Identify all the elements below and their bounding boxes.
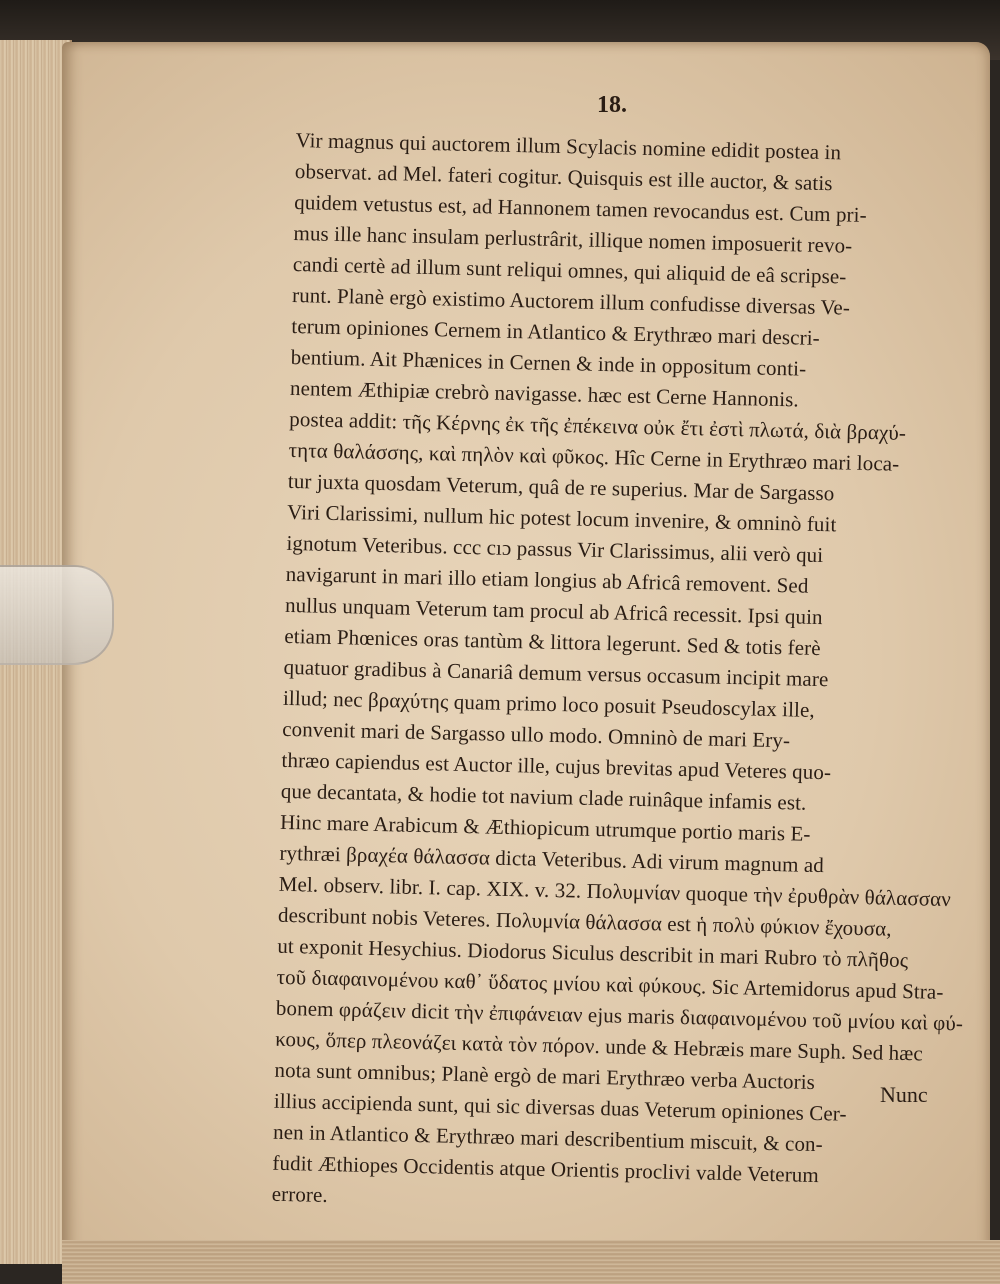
text-line: navigarunt in mari illo etiam longius ab Africâ removent. Sed	[285, 561, 809, 598]
text-line: bentium. Ait Phænices in Cernen & inde in oppositum conti-	[290, 344, 807, 381]
text-line: Mel. observ. libr. I. cap. XIX. v. 32. Πολυμνίαν quoque τὴν ἐρυθρὰν θάλασσαν	[278, 871, 952, 912]
text-line: ut exponit Hesychius. Diodorus Siculus describit in mari Rubro τὸ πλῆθος	[277, 933, 909, 973]
text-line: tur juxta quosdam Veterum, quâ de re superius. Mar de Sargasso	[287, 468, 835, 506]
text-line: etiam Phœnices oras tantùm & littora legerunt. Sed & totis ferè	[284, 623, 821, 661]
text-line: Vir magnus qui auctorem illum Scylacis nomine edidit postea in	[295, 127, 842, 165]
text-line: τοῦ διαφαινομένου καθ᾽ ὕδατος μνίου καὶ φύκους. Sic Artemidorus apud Stra-	[276, 964, 944, 1004]
text-line: illud; nec βραχύτης quam primo loco posuit Pseudoscylax ille,	[282, 685, 816, 722]
page-bottom-edge	[62, 1240, 1000, 1284]
text-line: convenit mari de Sargasso ullo modo. Omninò de mari Ery-	[282, 716, 791, 753]
text-line: terum opiniones Cernem in Atlantico & Erythræo mari descri-	[291, 313, 821, 350]
text-line: illius accipienda sunt, qui sic diversas duas Veterum opiniones Cer-	[273, 1088, 847, 1126]
text-line: describunt nobis Veteres. Πολυμνία θάλασσα est ἡ πολὺ φύκιον ἔχουσα,	[277, 902, 892, 941]
text-line: mus ille hanc insulam perlustrârit, illique nomen imposuerit revo-	[293, 220, 853, 258]
text-line: thræo capiendus est Auctor ille, cujus brevitas apud Veteres quo-	[281, 747, 832, 785]
text-line: nentem Æthipiæ crebrò navigasse. hæc est Cerne Hannonis.	[289, 375, 800, 412]
text-line: runt. Planè ergò existimo Auctorem illum confudisse diversas Ve-	[291, 282, 851, 320]
text-line: errore.	[271, 1181, 329, 1207]
text-line: rythræi βραχέα θάλασσα dicta Veteribus. Adi virum magnum ad	[279, 840, 825, 878]
text-line: fudit Æthiopes Occidentis atque Orientis proclivi valde Veterum	[272, 1150, 820, 1188]
text-line: quidem vetustus est, ad Hannonem tamen revocandus est. Cum pri-	[293, 189, 867, 227]
text-line: nota sunt omnibus; Planè ergò de mari Erythræo verba Auctoris	[274, 1057, 816, 1095]
text-line: ignotum Veteribus. ccc cıɔ passus Vir Clarissimus, alii verò qui	[286, 530, 824, 568]
text-line: que decantata, & hodie tot navium clade ruinâque infamis est.	[280, 778, 807, 815]
text-line: bonem φράζειν dicit τὴν ἐπιφάνειαν ejus maris διαφαινομένου τοῦ μνίου καὶ φύ-	[275, 995, 964, 1036]
text-line: candi certè ad illum sunt reliqui omnes, qui aliquid de eâ scripse-	[292, 251, 847, 289]
text-line: nullus unquam Veterum tam procul ab Africâ recessit. Ipsi quin	[284, 592, 823, 630]
plastic-clip	[0, 565, 114, 665]
text-line: postea addit: τῆς Κέρνης ἐκ τῆς ἐπέκεινα οὐκ ἔτι ἐστὶ πλωτά, διὰ βραχύ-	[289, 406, 907, 445]
text-line: τητα θαλάσσης, καὶ πηλὸν καὶ φῦκος. Hîc Cerne in Erythræo mari loca-	[288, 437, 900, 476]
text-line: κους, ὅπερ πλεονάζει κατὰ τὸν πόρον. unde & Hebræis mare Suph. Sed hæc	[274, 1026, 924, 1066]
page-number: 18.	[597, 92, 627, 118]
body-text	[271, 125, 964, 1224]
text-line: quatuor gradibus à Canariâ demum versus occasum incipit mare	[283, 654, 829, 692]
text-line: Viri Clarissimi, nullum hic potest locum invenire, & omninò fuit	[286, 499, 837, 537]
text-line: nen in Atlantico & Erythræo mari describentium miscuit, & con-	[272, 1119, 824, 1157]
text-line: observat. ad Mel. fateri cogitur. Quisquis est ille auctor, & satis	[294, 158, 833, 196]
text-line: Hinc mare Arabicum & Æthiopicum utrumque portio maris E-	[279, 809, 811, 846]
catchword: Nunc	[880, 1082, 928, 1107]
